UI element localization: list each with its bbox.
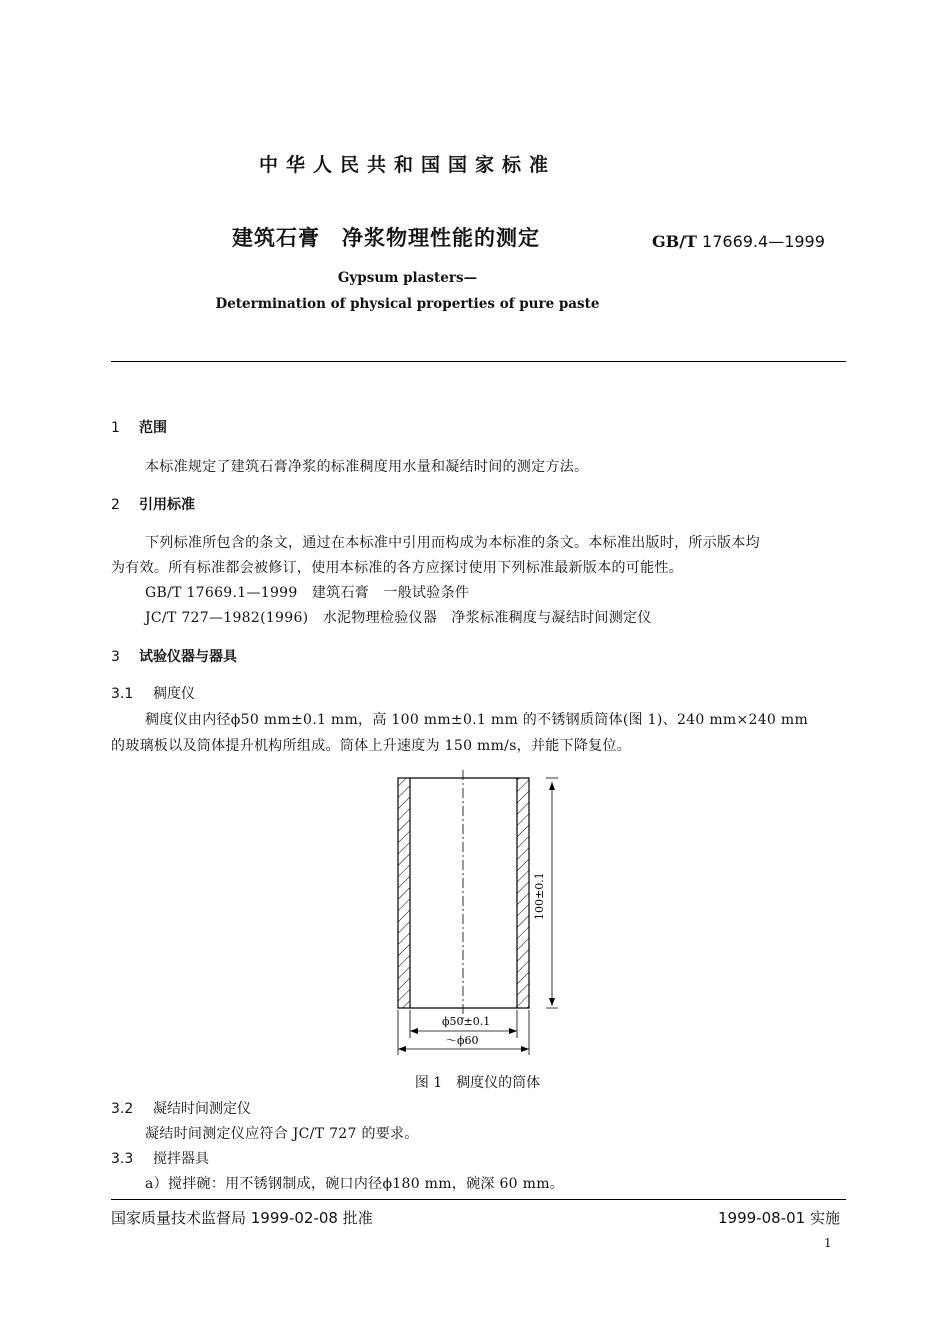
section-1-heading	[111, 417, 167, 437]
standard-title-zh	[232, 222, 540, 252]
figure-cylinder-drawing	[380, 770, 580, 1060]
subsection-title: 凝结时间测定仪	[153, 1101, 251, 1117]
national-standard-heading: 中华人民共和国国家标准	[258, 154, 556, 176]
page-number: 1	[824, 1236, 832, 1250]
section-2-body-line2: 为有效。所有标准都会被修订，使用本标准的各方应探讨使用下列标准最新版本的可能性。	[111, 560, 683, 576]
section-title: 试验仪器与器具	[139, 649, 237, 665]
reference-2: JC/T 727—1982(1996) 水泥物理检验仪器 净浆标准稠度与凝结时间测定仪	[145, 610, 652, 626]
title-en-line1: Gypsum plasters—	[337, 270, 478, 286]
figure-caption: 图 1 稠度仪的筒体	[414, 1075, 541, 1091]
title-en-line2: Determination of physical properties of pure paste	[215, 296, 600, 312]
section-3-1-body-line1: 稠度仪由内径ϕ50 mm±0.1 mm，高 100 mm±0.1 mm 的不锈钢质筒体(图 1)、240 mm×240 mm	[145, 712, 809, 728]
title-zh-part2: 净浆物理性能的测定	[342, 226, 540, 250]
section-3-2-heading	[111, 1098, 251, 1118]
subsection-number: 3.3	[111, 1151, 134, 1167]
reference-1: GB/T 17669.1—1999 建筑石膏 一般试验条件	[145, 585, 470, 601]
section-2-heading	[111, 494, 195, 514]
cylinder-left-wall	[398, 778, 410, 1008]
section-3-2-body: 凝结时间测定仪应符合 JC/T 727 的要求。	[145, 1126, 419, 1142]
section-number: 1	[111, 420, 120, 436]
section-number: 3	[111, 649, 120, 665]
subsection-title: 稠度仪	[153, 686, 195, 702]
subsection-number: 3.1	[111, 686, 134, 702]
inner-diameter-label: ϕ50±0.1	[442, 1015, 491, 1028]
subsection-number: 3.2	[111, 1101, 134, 1117]
section-number: 2	[111, 497, 120, 513]
section-3-1-body-line2: 的玻璃板以及筒体提升机构所组成。筒体上升速度为 150 mm/s，并能下降复位。	[111, 738, 632, 754]
cylinder-right-wall	[517, 778, 529, 1008]
section-3-3-heading	[111, 1148, 209, 1168]
section-title: 范围	[139, 420, 167, 436]
section-2-body-line1: 下列标准所包含的条文，通过在本标准中引用而构成为本标准的条文。本标准出版时，所示版本均	[145, 535, 760, 551]
section-3-heading	[111, 646, 237, 666]
section-title: 引用标准	[139, 497, 195, 513]
section-1-body: 本标准规定了建筑石膏净浆的标准稠度用水量和凝结时间的测定方法。	[145, 459, 589, 475]
section-3-1-heading	[111, 683, 195, 703]
section-3-3-item-a: a）搅拌碗：用不锈钢制成，碗口内径ϕ180 mm，碗深 60 mm。	[145, 1176, 565, 1192]
header-divider	[111, 361, 846, 362]
standard-number	[652, 232, 825, 251]
standard-code-prefix: GB/T	[652, 232, 697, 251]
footer-divider	[111, 1199, 846, 1200]
approval-date: 国家质量技术监督局 1999-02-08 批准	[111, 1209, 373, 1227]
title-zh-part1: 建筑石膏	[232, 226, 320, 250]
implementation-date: 1999-08-01 实施	[718, 1209, 840, 1227]
height-label: 100±0.1	[533, 872, 546, 920]
standard-code-number: 17669.4—1999	[702, 232, 825, 251]
height-dimension	[533, 778, 558, 1008]
outer-diameter-label: ～ϕ60	[446, 1034, 479, 1047]
subsection-title: 搅拌器具	[153, 1151, 209, 1167]
